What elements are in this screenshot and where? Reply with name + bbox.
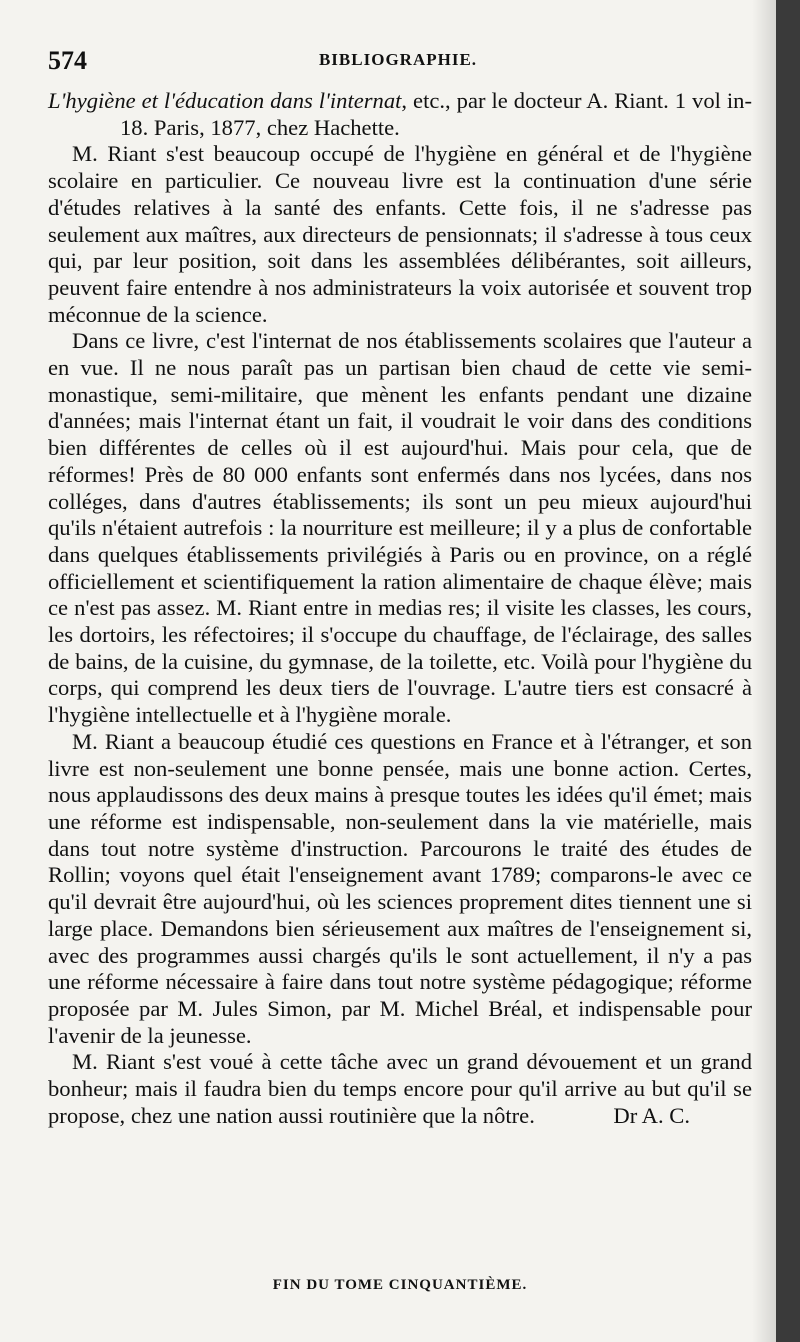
paragraph-last — [48, 1049, 752, 1129]
paragraph: M. Riant s'est beaucoup occupé de l'hygiène en général et de l'hygiène scolaire en particulier. Ce nouveau livre est la continuation d'une série d'études relatives à la santé des enfants. Cette fois, il ne s'adresse pas seulement aux maîtres, aux directeurs de pensionnats; il s'adresse à tous ceux qui, par leur position, soit dans les assemblées délibérantes, soit ailleurs, peuvent faire entendre à nos administrateurs la voix autorisée et souvent trop méconnue de la science. — [48, 141, 752, 327]
article-body — [48, 88, 752, 1129]
end-of-volume-note: FIN DU TOME CINQUANTIÈME. — [272, 1277, 528, 1293]
running-head — [48, 46, 748, 76]
paragraph: Dans ce livre, c'est l'internat de nos établissements scolaires que l'auteur a en vue. Il ne nous paraît pas un partisan bien chaud de cette vie semi-monastique, semi-militaire, que mènent les enfants pendant une dizaine d'années; mais l'internat étant un fait, il voudrait le voir dans des conditions bien différentes de celles où il est aujourd'hui. Mais pour cela, que de réformes! Près de 80 000 enfants sont enfermés dans nos lycées, dans nos colléges, dans d'autres établissements; ils sont un peu mieux aujourd'hui qu'ils n'étaient autrefois : la nourriture est meilleure; il y a plus de confortable dans quelques établissements privilégiés à Paris ou en province, on a réglé officiellement et scientifiquement la ration alimentaire de chaque élève; mais ce n'est pas assez. M. Riant entre in medias res; il visite les classes, les cours, les dortoirs, les réfectoires; il s'occupe du chauffage, de l'éclairage, des salles de bains, de la cuisine, du gymnase, de la toilette, etc. Voilà pour l'hygiène du corps, qui comprend les deux tiers de l'ouvrage. L'autre tiers est consacré à l'hygiène intellectuelle et à l'hygiène morale. — [48, 328, 752, 728]
book-title: L'hygiène et l'éducation dans l'internat — [48, 88, 402, 113]
page-number: 574 — [48, 46, 87, 75]
paragraph-text: M. Riant s'est voué à cette tâche avec un grand dévouement et un grand bonheur; mais il faudra bien du temps encore pour qu'il arrive au but qu'il se propose, chez une nation aussi routinière que la nôtre. — [48, 1049, 752, 1128]
citation-details: , etc., par le docteur A. Riant. 1 vol in-18. Paris, 1877, chez Hachette. — [120, 88, 752, 140]
section-title: BIBLIOGRAPHIE. — [318, 50, 478, 69]
book-citation — [48, 88, 752, 141]
author-signature: Dr A. C. — [613, 1102, 690, 1128]
paragraph: M. Riant a beaucoup étudié ces questions en France et à l'étranger, et son livre est non-seulement une bonne pensée, mais une bonne action. Certes, nous applaudissons des deux mains à presque toutes les idées qu'il émet; mais une réforme est indispensable, non-seulement dans la vie matérielle, mais dans tout notre système d'instruction. Parcourons le traité des études de Rollin; voyons quel était l'enseignement avant 1789; comparons-le avec ce qu'il devrait être aujourd'hui, où les sciences proprement dites tiennent une si large place. Demandons bien sérieusement aux maîtres de l'enseignement si, avec des programmes aussi chargés qu'ils le sont actuellement, il n'y a pas une réforme nécessaire à faire dans tout notre système pédagogique; réforme proposée par M. Jules Simon, par M. Michel Bréal, et indispensable pour l'avenir de la jeunesse. — [48, 728, 752, 1048]
